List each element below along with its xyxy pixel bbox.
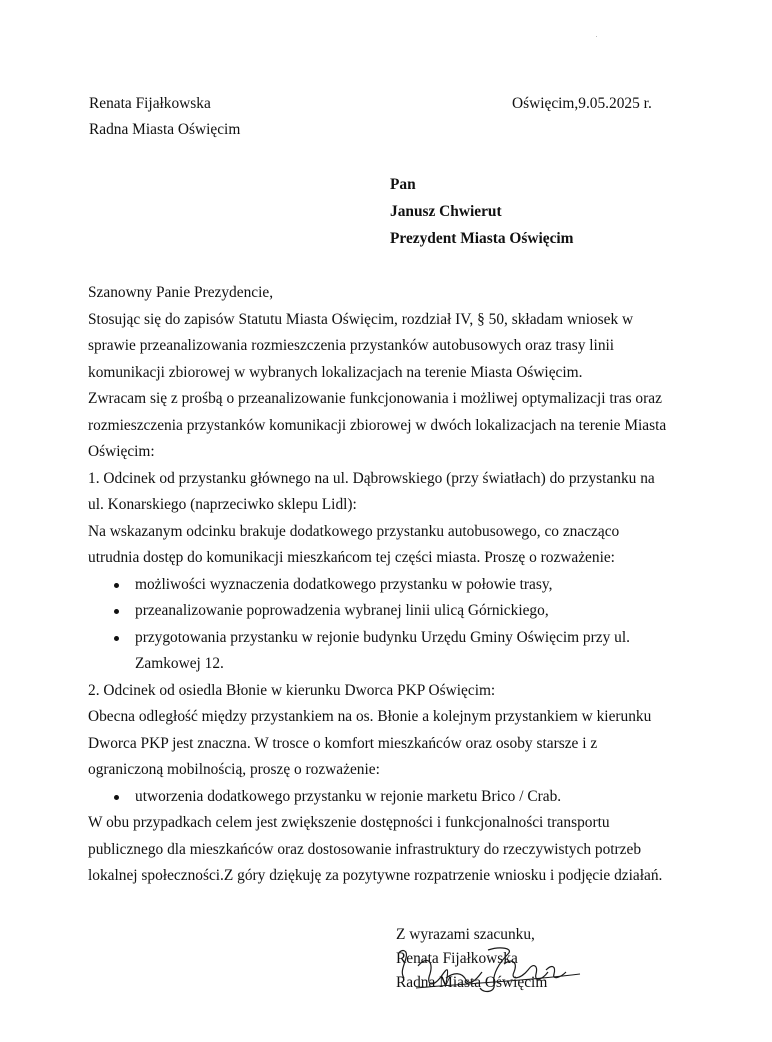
- section-2-bullet-list: [88, 784, 708, 811]
- bullet-icon: [114, 609, 119, 614]
- closing-regards: Z wyrazami szacunku,: [396, 926, 535, 943]
- list-item: [88, 625, 708, 652]
- scan-speck: [596, 36, 597, 37]
- paragraph-line: komunikacji zbiorowej w wybranych lokalizacjach na terenie Miasta Oświęcim.: [88, 363, 583, 381]
- conclusion-line: W obu przypadkach celem jest zwiększenie dostępności i funkcjonalności transportu: [88, 814, 610, 831]
- list-item-continuation: [88, 651, 708, 678]
- paragraph-line: Zwracam się z prośbą o przeanalizowanie funkcjonowania i możliwej optymalizacji tras oraz: [88, 390, 662, 407]
- handwritten-signature-icon: [396, 944, 586, 1000]
- section-1-text: utrudnia dostęp do komunikacji mieszkańcom tej części miasta. Proszę o rozważenie:: [88, 549, 615, 566]
- bullet-text: przeanalizowanie poprowadzenia wybranej linii ulicą Górnickiego,: [135, 602, 549, 619]
- bullet-text: Zamkowej 12.: [135, 655, 224, 672]
- addressee-block: [390, 171, 574, 252]
- bullet-icon: [114, 583, 119, 588]
- sender-block: [89, 91, 240, 143]
- addressee-salutation: Pan: [390, 176, 416, 193]
- paragraph-line: Oświęcim:: [88, 443, 155, 460]
- addressee-name: Janusz Chwierut: [390, 203, 502, 220]
- list-item: [88, 784, 708, 811]
- section-1-bullet-list: [88, 572, 708, 678]
- paragraph-line: rozmieszczenia przystanków komunikacji zbiorowej w dwóch lokalizacjach na terenie Miasta: [88, 416, 667, 434]
- section-1-heading: 1. Odcinek od przystanku głównego na ul. Dąbrowskiego (przy światłach) do przystanku na: [88, 469, 655, 487]
- greeting: Szanowny Panie Prezydencie,: [88, 284, 274, 301]
- bullet-text: przygotowania przystanku w rejonie budynku Urzędu Gminy Oświęcim przy ul.: [135, 628, 630, 646]
- list-item: [88, 572, 708, 599]
- section-2-text: Obecna odległość między przystankiem na os. Błonie a kolejnym przystankiem w kierunku: [88, 708, 652, 725]
- section-2-heading: 2. Odcinek od osiedla Błonie w kierunku Dworca PKP Oświęcim:: [88, 681, 496, 699]
- addressee-title: Prezydent Miasta Oświęcim: [390, 230, 574, 247]
- paragraph-line: Stosując się do zapisów Statutu Miasta Oświęcim, rozdział IV, § 50, składam wniosek w: [88, 310, 634, 328]
- bullet-text: utworzenia dodatkowego przystanku w rejonie marketu Brico / Crab.: [135, 787, 562, 805]
- letter-body: [88, 280, 708, 890]
- place-date: Oświęcim,9.05.2025 r.: [512, 95, 652, 112]
- paragraph-line: sprawie przeanalizowania rozmieszczenia przystanków autobusowych oraz trasy linii: [88, 337, 615, 354]
- signer-name: Renata Fijałkowska: [396, 950, 518, 967]
- conclusion-line: publicznego dla mieszkańców oraz dostosowanie infrastruktury do rzeczywistych potrzeb: [88, 840, 642, 858]
- section-1-text: Na wskazanym odcinku brakuje dodatkowego przystanku autobusowego, co znacząco: [88, 522, 620, 540]
- signer-title: Radna Miasta Oświęcim: [396, 974, 548, 991]
- list-item: [88, 598, 708, 625]
- conclusion-line: lokalnej społeczności.Z góry dziękuję za pozytywne rozpatrzenie wniosku i podjęcie działań.: [88, 867, 663, 884]
- section-2-text: Dworca PKP jest znaczna. W trosce o komfort mieszkańców oraz osoby starsze i z: [88, 734, 598, 752]
- bullet-icon: [114, 636, 119, 641]
- section-1-heading: ul. Konarskiego (naprzeciwko sklepu Lidl):: [88, 496, 357, 513]
- section-2-text: ograniczoną mobilnością, proszę o rozważenie:: [88, 761, 380, 778]
- sender-name: Renata Fijałkowska: [89, 95, 211, 112]
- bullet-text: możliwości wyznaczenia dodatkowego przystanku w połowie trasy,: [135, 575, 553, 593]
- sender-title: Radna Miasta Oświęcim: [89, 121, 241, 138]
- signature-block: [396, 948, 596, 1008]
- bullet-icon: [114, 795, 119, 800]
